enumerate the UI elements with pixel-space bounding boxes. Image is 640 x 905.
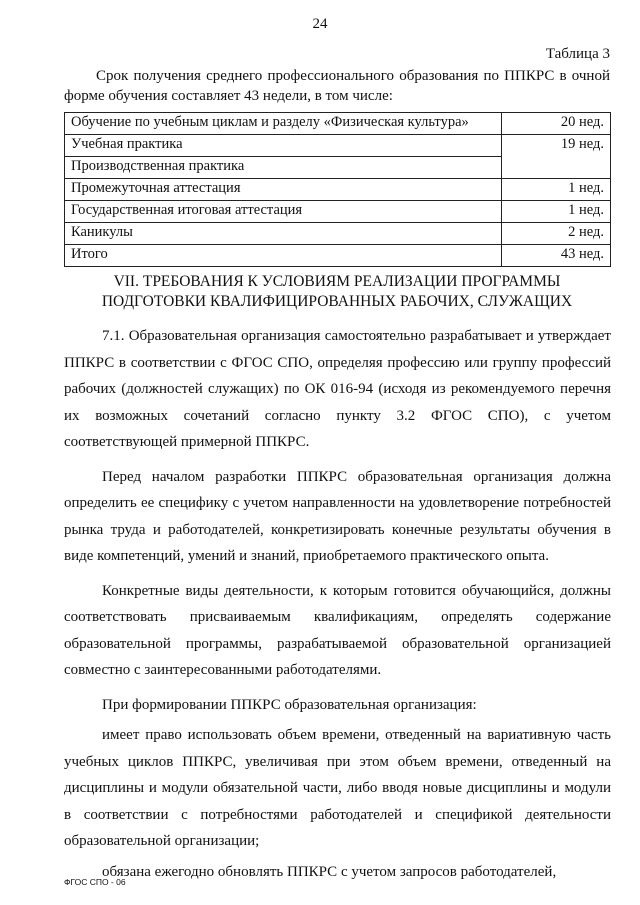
section-title-line: VII. ТРЕБОВАНИЯ К УСЛОВИЯМ РЕАЛИЗАЦИИ ПРОГРАММЫ: [113, 273, 561, 290]
row-value: 19 нед.: [502, 135, 611, 179]
row-value: 1 нед.: [502, 179, 611, 201]
paragraph: Конкретные виды деятельности, к которым готовится обучающийся, должны соответствовать присваиваемым квалификациям, определять содержание образовательной программы, разрабатываемой образовательной организацией совместно с заинтересованными работодателями.: [64, 582, 611, 678]
footer-code: ФГОС СПО - 06: [64, 877, 126, 887]
section-title-line: ПОДГОТОВКИ КВАЛИФИЦИРОВАННЫХ РАБОЧИХ, СЛУЖАЩИХ: [101, 293, 573, 310]
page-number: 24: [312, 16, 328, 32]
paragraph: 7.1. Образовательная организация самостоятельно разрабатывает и утверждает ППКРС в соответствии с ФГОС СПО, определяя профессию или группу профессий рабочих (должностей служащих) по ОК 016-94 (исходя из рекомендуемого перечня их возможных сочетаний согласно пункту 3.2 ФГОС СПО), с учетом соответствующей примерной ППКРС.: [64, 328, 611, 450]
table-row: [65, 135, 611, 157]
intro-text: Срок получения среднего профессионального образования по ППКРС в очной форме обучения составляет 43 недели, в том числе:: [64, 68, 610, 104]
paragraph: Перед началом разработки ППКРС образовательная организация должна определить ее специфику с учетом направленности на удовлетворение потребностей рынка труда и работодателей, конкретизировать конечные результаты обучения в виде компетенций, умений и знаний, приобретаемого практического опыта.: [64, 468, 611, 564]
row-label: Каникулы: [65, 223, 502, 245]
row-label: Производственная практика: [65, 157, 502, 179]
row-value: 2 нед.: [502, 223, 611, 245]
row-value: 43 нед.: [502, 245, 611, 267]
row-value: 1 нед.: [502, 201, 611, 223]
paragraph: При формировании ППКРС образовательная организация:: [102, 696, 477, 713]
body-text: [64, 323, 611, 889]
paragraph: обязана ежегодно обновлять ППКРС с учетом запросов работодателей,: [102, 863, 557, 880]
table-row: [65, 223, 611, 245]
row-label: Обучение по учебным циклам и разделу «Физическая культура»: [65, 113, 502, 135]
table-row: [65, 113, 611, 135]
row-label: Государственная итоговая аттестация: [65, 201, 502, 223]
row-label: Промежуточная аттестация: [65, 179, 502, 201]
row-label: Учебная практика: [65, 135, 502, 157]
row-label: Итого: [65, 245, 502, 267]
table-row: [65, 245, 611, 267]
table-caption: Таблица 3: [545, 46, 610, 62]
table-row: [65, 179, 611, 201]
paragraph: имеет право использовать объем времени, отведенный на вариативную часть учебных циклов ППКРС, увеличивая при этом объем времени, отведенный на дисциплины и модули обязательной части, либо вводя новые дисциплины и модули в соответствии с потребностями работодателей и спецификой деятельности образовательной организации;: [64, 727, 611, 849]
section-title: [64, 272, 610, 312]
duration-table: [64, 112, 611, 267]
table-row: [65, 201, 611, 223]
row-value: 20 нед.: [502, 113, 611, 135]
